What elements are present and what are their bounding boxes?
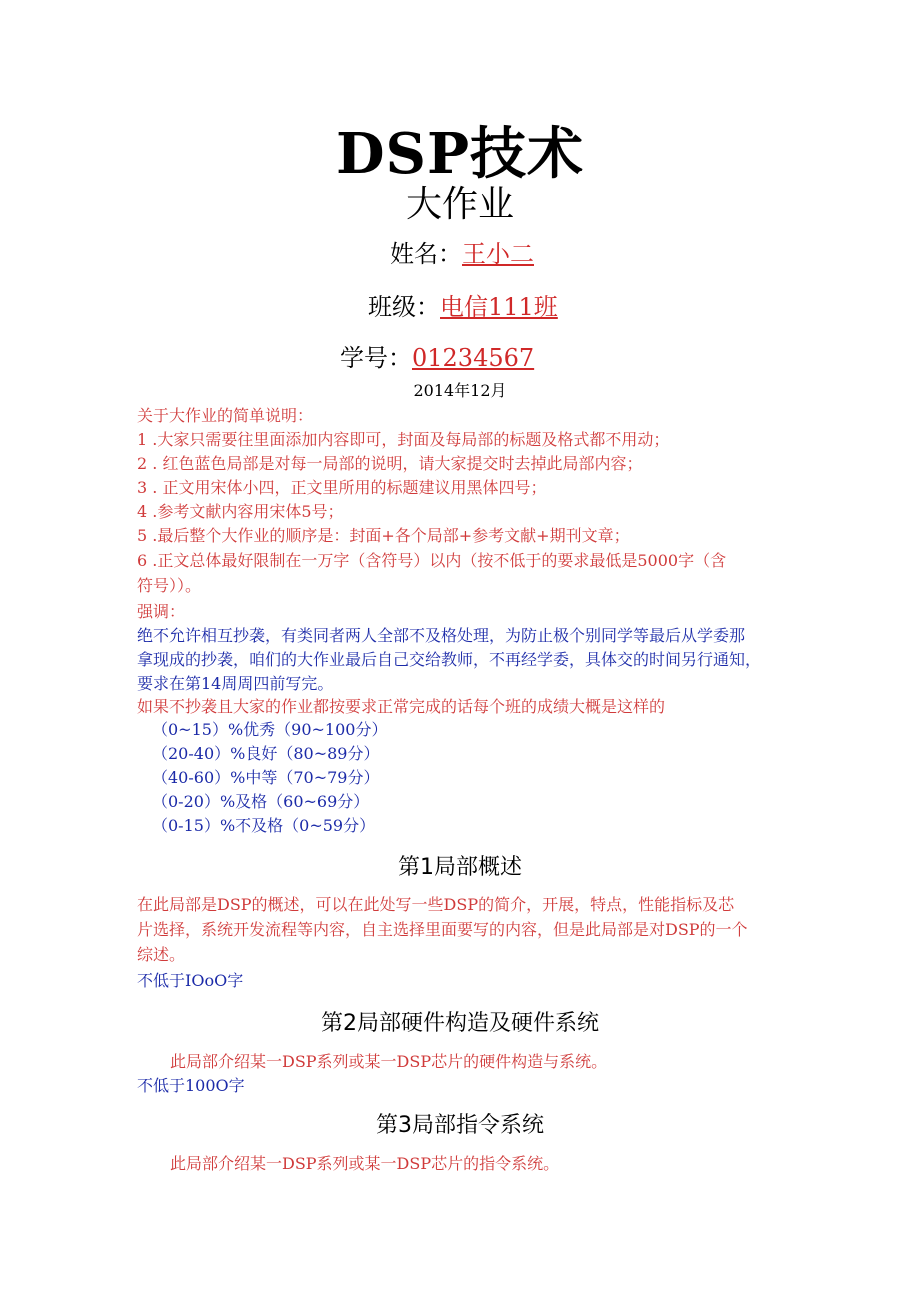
- grade-row: （40-60）%中等（70~79分）: [152, 768, 380, 787]
- name-label: 姓名：: [390, 240, 462, 268]
- grade-row: （0-15）%不及格（0~59分）: [152, 816, 376, 835]
- class-label: 班级：: [368, 293, 440, 321]
- section-2-body-line: 此局部介绍某一DSP系列或某一DSP芯片的硬件构造与系统。: [170, 1052, 608, 1071]
- student-id-label: 学号：: [340, 344, 412, 372]
- instruction-item: 2 . 红色蓝色局部是对每一局部的说明，请大家提交时去掉此局部内容；: [137, 454, 643, 473]
- instruction-item: 3 . 正文用宋体小四，正文里所用的标题建议用黑体四号；: [137, 478, 547, 497]
- grade-row: （20-40）%良好（80~89分）: [152, 744, 380, 763]
- grade-row: （0~15）%优秀（90~100分）: [152, 720, 388, 739]
- section-1-body-line: 片选择，系统开发流程等内容，自主选择里面要写的内容，但是此局部是对DSP的一个: [137, 920, 748, 939]
- name-value: 王小二: [462, 240, 534, 268]
- instruction-item: 4 .参考文献内容用宋体5号；: [137, 502, 344, 521]
- grade-row: （0-20）%及格（60~69分）: [152, 792, 370, 811]
- section-1-heading: 第1局部概述: [398, 855, 522, 880]
- instruction-item: 符号））。: [137, 576, 202, 595]
- class-field: [368, 287, 558, 322]
- student-id-value: 01234567: [412, 344, 535, 372]
- section-1-body-line: 综述。: [137, 945, 186, 964]
- section-1-body-line: 在此局部是DSP的概述，可以在此处写一些DSP的简介，开展，特点，性能指标及芯: [137, 895, 735, 914]
- document-title: DSP技术: [335, 121, 585, 187]
- student-id-field: [340, 338, 534, 373]
- emphasis-line: 要求在第14周周四前写完。: [137, 674, 334, 693]
- section-2-note: 不低于100O字: [137, 1076, 245, 1095]
- section-1-note: 不低于IOoO字: [137, 971, 244, 990]
- class-value: 电信111班: [440, 293, 558, 321]
- instruction-item: 5 .最后整个大作业的顺序是：封面+各个局部+参考文献+期刊文章；: [137, 526, 630, 545]
- grades-intro: 如果不抄袭且大家的作业都按要求正常完成的话每个班的成绩大概是这样的: [137, 697, 666, 716]
- section-3-heading: 第3局部指令系统: [376, 1113, 544, 1138]
- document-subtitle: 大作业: [405, 184, 514, 225]
- name-field: [390, 234, 534, 269]
- instruction-item: 1 .大家只需要往里面添加内容即可，封面及每局部的标题及格式都不用动；: [137, 430, 670, 449]
- instructions-heading: 关于大作业的简单说明：: [137, 406, 314, 425]
- section-3-body-line: 此局部介绍某一DSP系列或某一DSP芯片的指令系统。: [170, 1154, 560, 1173]
- emphasis-line: 绝不允许相互抄袭，有类同者两人全部不及格处理，为防止极个别同学等最后从学委那: [137, 626, 746, 645]
- instruction-item: 6 .正文总体最好限制在一万字（含符号）以内（按不低于的要求最低是5000字（含: [137, 551, 727, 570]
- emphasis-label: 强调：: [137, 602, 186, 621]
- document-date: 2014年12月: [413, 381, 507, 400]
- emphasis-line: 拿现成的抄袭，咱们的大作业最后自己交给教师，不再经学委，具体交的时间另行通知，: [137, 650, 762, 669]
- section-2-heading: 第2局部硬件构造及硬件系统: [321, 1011, 599, 1036]
